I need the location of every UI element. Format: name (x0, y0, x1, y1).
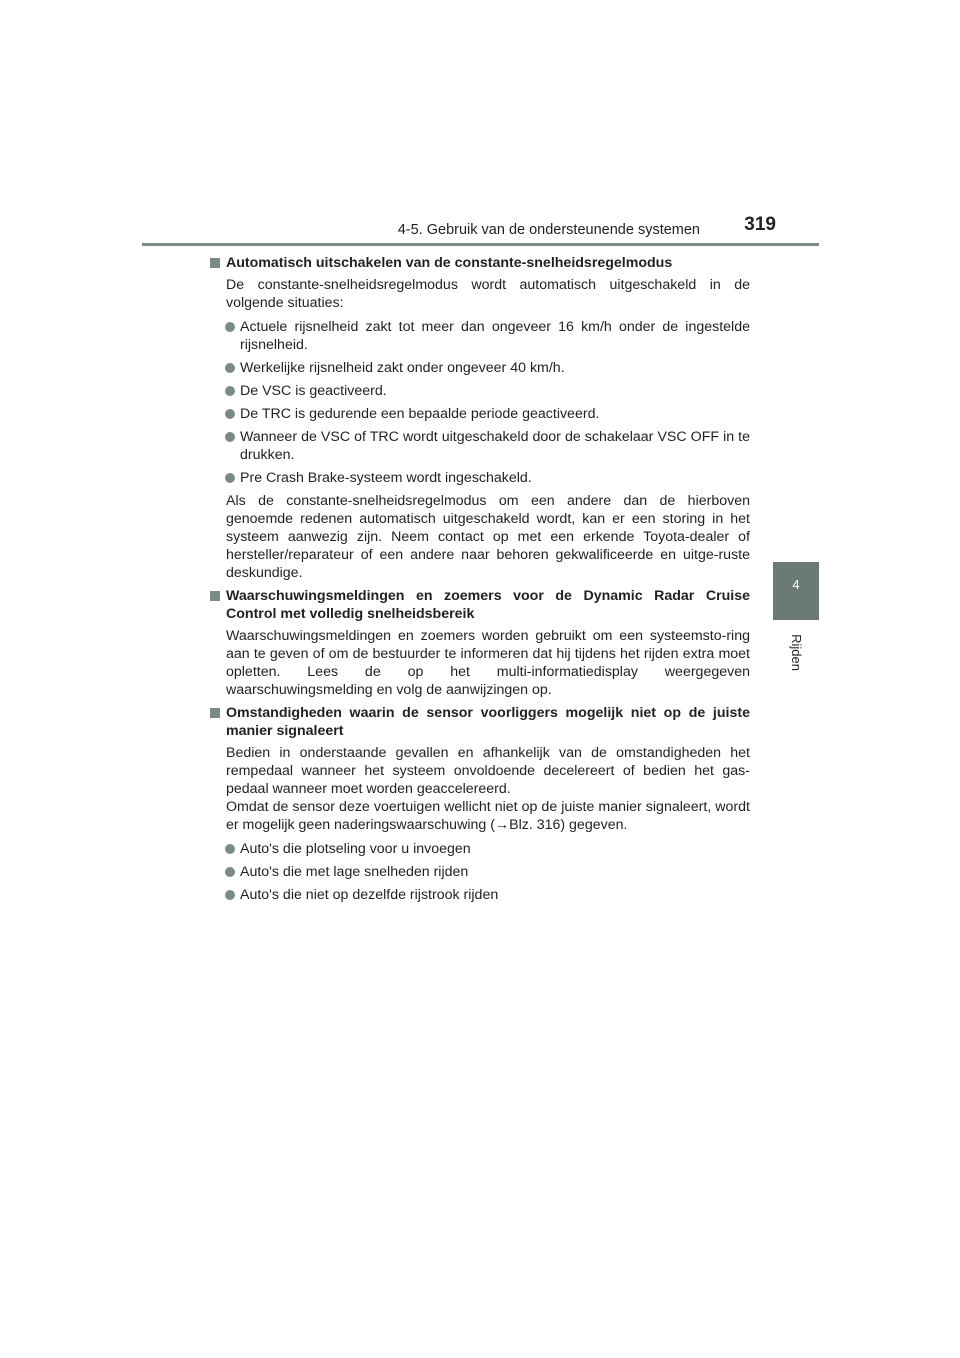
round-bullet-icon (225, 409, 235, 419)
list-item-text: Auto's die niet op dezelfde rijstrook rijden (240, 887, 499, 903)
list-item-text: Auto's die met lage snelheden rijden (240, 864, 469, 880)
paragraph: Omdat de sensor deze voertuigen wellicht niet op de juiste manier signaleert, wordt er mogelijk geen naderingswaarschuwing (→Blz. 316) gegeven. (226, 799, 750, 833)
chapter-tab[interactable] (773, 562, 819, 620)
list-item-text: Wanneer de VSC of TRC wordt uitgeschakeld door de schakelaar VSC OFF in te drukken. (240, 429, 750, 463)
list-item-text: De TRC is gedurende een bepaalde periode geactiveerd. (240, 406, 600, 422)
page-body (210, 254, 750, 909)
heading-text: Omstandigheden waarin de sensor voorliggers mogelijk niet op de juiste manier signaleert (226, 705, 750, 739)
header-divider (142, 243, 819, 246)
list-item (210, 469, 750, 487)
round-bullet-icon (225, 473, 235, 483)
paragraph: Waarschuwingsmeldingen en zoemers worden gebruikt om een systeemsto-ring aan te geven of om de bestuurder te informeren dat hij tijdens het rijden extra moet opletten. Lees de op het multi-informatiedisplay weergegeven waarschuwingsmelding en volg de aanwijzingen op. (226, 628, 750, 698)
list-item (210, 405, 750, 423)
paragraph: De constante-snelheidsregelmodus wordt automatisch uitgeschakeld in de volgende situaties: (226, 277, 750, 311)
round-bullet-icon (225, 844, 235, 854)
square-bullet-icon (210, 258, 220, 268)
chapter-number: 4 (792, 577, 800, 592)
section-heading (210, 587, 750, 623)
list-item (210, 318, 750, 354)
round-bullet-icon (225, 322, 235, 332)
square-bullet-icon (210, 591, 220, 601)
heading-text: Waarschuwingsmeldingen en zoemers voor de Dynamic Radar Cruise Control met volledig snelheidsbereik (226, 588, 750, 622)
list-item (210, 863, 750, 881)
section-heading (210, 254, 750, 272)
list-item-text: De VSC is geactiveerd. (240, 383, 387, 399)
list-item-text: Werkelijke rijsnelheid zakt onder ongeveer 40 km/h. (240, 360, 565, 376)
list-item-text: Auto's die plotseling voor u invoegen (240, 841, 471, 857)
chapter-side-label (769, 622, 823, 682)
round-bullet-icon (225, 363, 235, 373)
list-item (210, 359, 750, 377)
round-bullet-icon (225, 867, 235, 877)
paragraph: Als de constante-snelheidsregelmodus om een andere dan de hierboven genoemde redenen automatisch uitgeschakeld wordt, kan er een storing in het systeem aanwezig zijn. Neem contact op met een erkende Toyota-dealer of hersteller/reparateur of een andere naar behoren gekwalificeerde en uitge-ruste deskundige. (226, 493, 750, 581)
section-auto-disengage (210, 254, 750, 582)
square-bullet-icon (210, 708, 220, 718)
paragraph: Bedien in onderstaande gevallen en afhankelijk van de omstandigheden het rempedaal wanneer het systeem onvoldoende decelereert of bedien het gas-pedaal wanneer moet worden geaccelereerd. (226, 745, 750, 797)
running-header-title: 4-5. Gebruik van de ondersteunende systemen (397, 222, 700, 238)
list-item-text: Pre Crash Brake-systeem wordt ingeschakeld. (240, 470, 532, 486)
round-bullet-icon (225, 890, 235, 900)
round-bullet-icon (225, 386, 235, 396)
chapter-label: Rijden (788, 633, 804, 671)
section-heading (210, 704, 750, 740)
list-item-text: Actuele rijsnelheid zakt tot meer dan ongeveer 16 km/h onder de ingestelde rijsnelheid. (240, 319, 750, 353)
round-bullet-icon (225, 432, 235, 442)
section-sensor-conditions (210, 704, 750, 904)
list-item (210, 382, 750, 400)
list-item (210, 840, 750, 858)
section-warnings (210, 587, 750, 699)
list-item (210, 886, 750, 904)
heading-text: Automatisch uitschakelen van de constante-snelheidsregelmodus (226, 255, 673, 271)
list-item (210, 428, 750, 464)
page-number: 319 (744, 214, 776, 235)
